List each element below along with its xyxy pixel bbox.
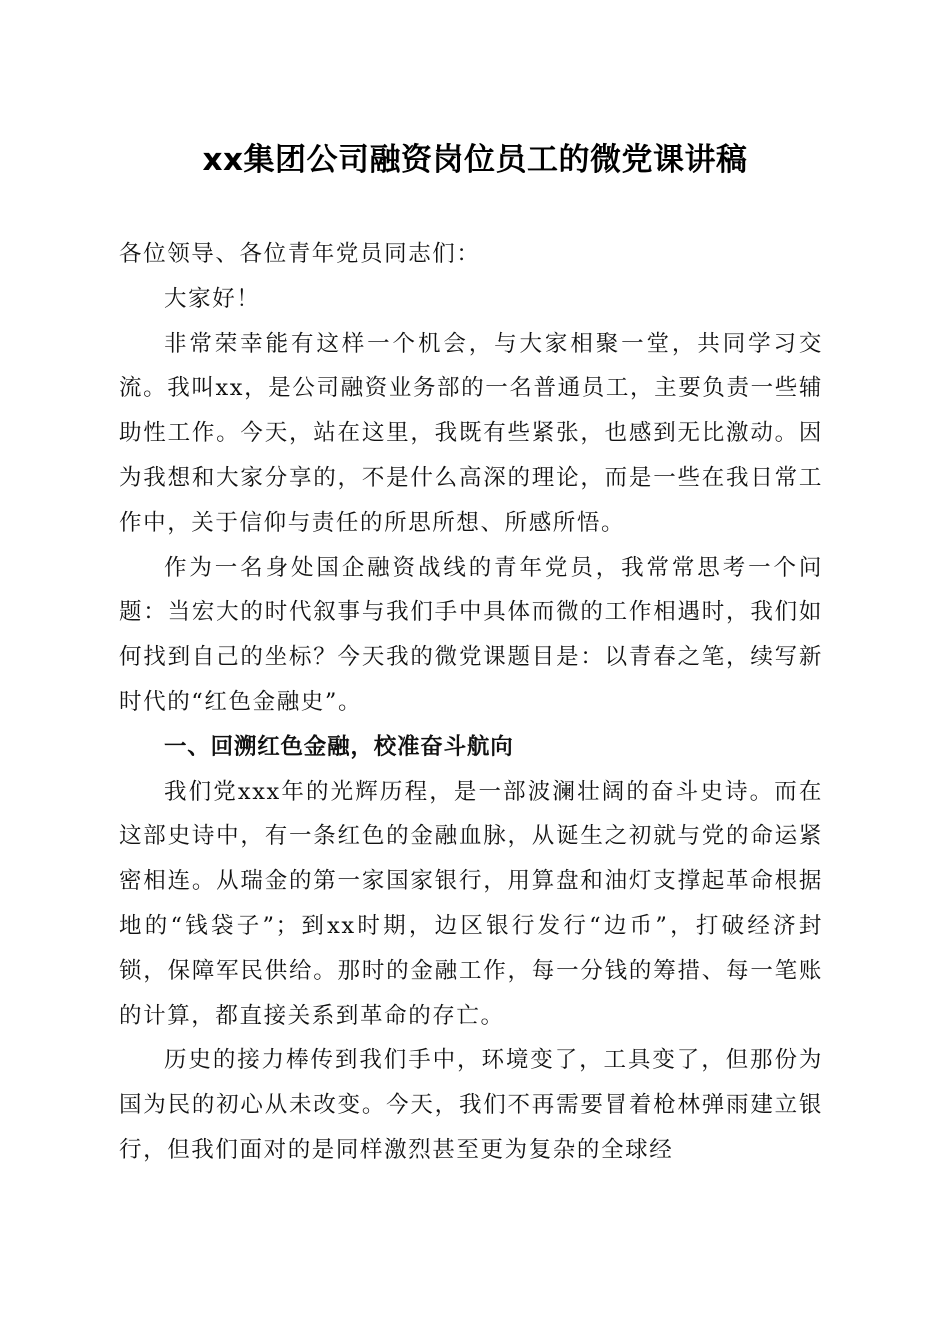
- section-heading: 一、回溯红色金融，校准奋斗航向: [164, 733, 514, 760]
- salutation: 各位领导、各位青年党员同志们：: [119, 241, 481, 267]
- paragraph-intro: 非常荣幸能有这样一个机会，与大家相聚一堂，共同学习交流。我叫xx，是公司融资业务部的一名普通员工，主要负责一些辅助性工作。今天，站在这里，我既有些紧张，也感到无比激动。因为我想和大家分享的，不是什么高深的理论，而是一些在我日常工作中，关于信仰与责任的所思所想、所感所悟。: [119, 330, 823, 536]
- document-title: xx集团公司融资岗位员工的微党课讲稿: [202, 142, 748, 178]
- paragraph-history: 我们党xxx年的光辉历程，是一部波澜壮阔的奋斗史诗。而在这部史诗中，有一条红色的金融血脉，从诞生之初就与党的命运紧密相连。从瑞金的第一家国家银行，用算盘和油灯支撑起革命根据地的“钱袋子”；到xx时期，边区银行发行“边币”，打破经济封锁，保障军民供给。那时的金融工作，每一分钱的筹措、每一笔账的计算，都直接关系到革命的存亡。: [119, 778, 823, 1029]
- document-body: [119, 232, 823, 1173]
- greeting: 大家好！: [164, 285, 261, 312]
- paragraph-relay: 历史的接力棒传到我们手中，环境变了，工具变了，但那份为国为民的初心从未改变。今天，我们不再需要冒着枪林弹雨建立银行，但我们面对的是同样激烈甚至更为复杂的全球经: [119, 1047, 823, 1163]
- paragraph-topic: 作为一名身处国企融资战线的青年党员，我常常思考一个问题：当宏大的时代叙事与我们手中具体而微的工作相遇时，我们如何找到自己的坐标？今天我的微党课题目是：以青春之笔，续写新时代的“红色金融史”。: [119, 554, 823, 715]
